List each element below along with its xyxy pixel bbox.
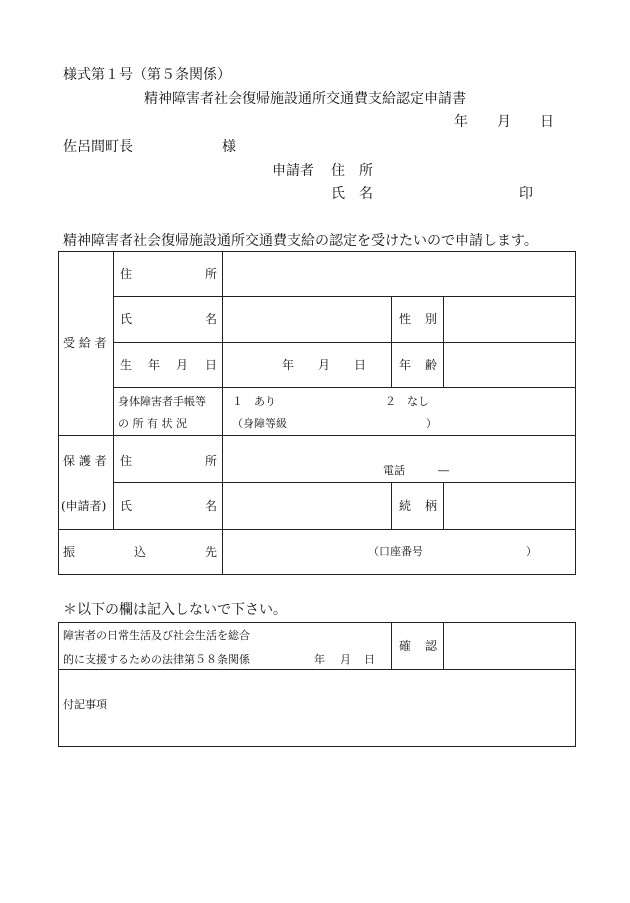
divider <box>113 251 114 529</box>
divider <box>113 482 576 483</box>
law-reference-line1: 障害者の日常生活及び社会生活を総合 <box>63 629 250 642</box>
divider <box>58 529 576 530</box>
applicant-label: 申請者 <box>272 163 314 179</box>
date-year-label: 年 <box>454 114 468 130</box>
divider <box>443 622 444 669</box>
office-use-note: ＊以下の欄は記入しないで下さい。 <box>63 602 287 618</box>
confirm-date-day: 日 <box>364 653 375 666</box>
guardian-label: 保 護 者 <box>63 454 107 468</box>
form-number: 様式第１号（第５条関係） <box>63 67 231 83</box>
transfer-label-1: 振 <box>63 545 76 559</box>
account-number-close: ） <box>526 545 537 558</box>
dob-label-4: 日 <box>205 358 218 372</box>
applicant-address-label: 住 所 <box>331 163 373 179</box>
law-reference-line2: 的に支援するための法律第５８条関係 <box>63 653 250 666</box>
dob-label-2: 年 <box>148 358 161 372</box>
divider <box>113 342 576 343</box>
divider <box>58 435 576 436</box>
transfer-label-2: 込 <box>134 545 147 559</box>
dob-day: 日 <box>354 358 367 372</box>
divider <box>443 296 444 387</box>
application-table <box>58 251 576 575</box>
address-label-1: 住 <box>120 267 133 281</box>
age-label-1: 年 <box>399 358 412 372</box>
handbook-label-line2: の 所 有 状 況 <box>118 417 187 430</box>
confirm-label-1: 確 <box>399 639 412 653</box>
divider <box>58 669 576 670</box>
guardian-name-label-1: 氏 <box>120 499 133 513</box>
divider <box>391 482 392 529</box>
addressee: 佐呂間町長 <box>63 139 133 155</box>
divider <box>391 296 392 387</box>
confirm-date-year: 年 <box>314 653 325 666</box>
remarks-label: 付記事項 <box>63 698 107 711</box>
seal-mark: 印 <box>519 186 533 202</box>
guardian-name-label-2: 名 <box>205 499 218 513</box>
relation-label-1: 続 <box>399 499 412 513</box>
confirm-label-2: 認 <box>425 639 438 653</box>
account-number-label: （口座番号 <box>368 545 423 558</box>
confirm-date-month: 月 <box>340 653 351 666</box>
applicant-name-label: 氏 名 <box>331 186 373 202</box>
handbook-grade-close: ） <box>426 417 437 430</box>
sex-label-2: 別 <box>425 312 438 326</box>
divider <box>222 251 223 575</box>
guardian-address-label-1: 住 <box>120 454 133 468</box>
intro-text: 精神障害者社会復帰施設通所交通費支給の認定を受けたいので申請します。 <box>63 233 538 249</box>
name-label-1: 氏 <box>120 312 133 326</box>
dob-label-3: 月 <box>176 358 189 372</box>
date-month-label: 月 <box>497 114 511 130</box>
divider <box>113 387 576 388</box>
guardian-sub-label: (申請者) <box>61 499 107 513</box>
dob-label-1: 生 <box>120 358 133 372</box>
divider <box>391 622 392 669</box>
name-label-2: 名 <box>205 312 218 326</box>
address-label-2: 所 <box>205 267 218 281</box>
honorific: 様 <box>222 139 236 155</box>
dob-year: 年 <box>282 358 295 372</box>
transfer-label-3: 先 <box>205 545 218 559</box>
relation-label-2: 柄 <box>425 499 438 513</box>
form-title: 精神障害者社会復帰施設通所交通費支給認定申請書 <box>144 91 466 107</box>
handbook-label-line1: 身体障害者手帳等 <box>118 395 206 408</box>
handbook-no: ２ なし <box>385 395 429 408</box>
guardian-address-label-2: 所 <box>205 454 218 468</box>
age-label-2: 齢 <box>425 358 438 372</box>
divider <box>443 482 444 529</box>
recipient-label: 受 給 者 <box>63 336 107 350</box>
handbook-grade: （身障等級 <box>232 417 287 430</box>
phone-label: 電話 ― <box>383 464 449 477</box>
dob-month: 月 <box>318 358 331 372</box>
date-day-label: 日 <box>540 114 554 130</box>
divider <box>113 296 576 297</box>
sex-label-1: 性 <box>399 312 412 326</box>
handbook-yes: １ あり <box>232 395 276 408</box>
